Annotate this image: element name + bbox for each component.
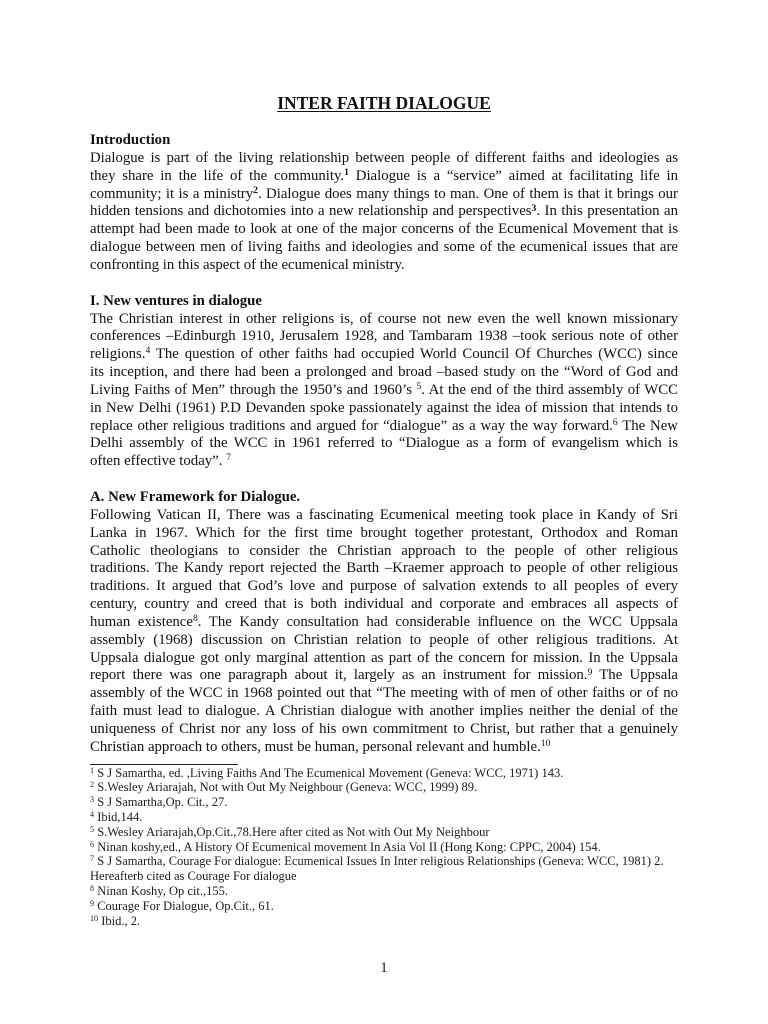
body-line: [90, 382, 678, 400]
body-line: [90, 650, 678, 668]
paragraph-spacer: [90, 471, 678, 489]
document-title: INTER FAITH DIALOGUE: [277, 93, 491, 113]
line-text: Delhi assembly of the WCC in 1961 referred to “Dialogue as a form of evangelism which is: [90, 435, 678, 452]
line-text: Dialogue is a “service” aimed at facilitating life in: [348, 167, 678, 184]
line-text: assembly (1968) discussion on Christian relation to people of other religious traditions. At: [90, 631, 678, 648]
footnote-marker: 1: [344, 167, 349, 178]
footnote-line: [90, 825, 690, 840]
body-line: [90, 685, 678, 703]
line-text: Christian approach to others, must be human, personal relevant and humble.: [90, 738, 541, 755]
line-text: Uppsala dialogue got only marginal attention as part of the concern for mission. In the Uppsala: [90, 649, 678, 666]
line-text: in New Delhi (1961) P.D Devanden spoke passionately against the idea of mission that intends to: [90, 399, 678, 416]
footnote-marker: 8: [192, 613, 198, 625]
line-text: . Dialogue does many things to man. One of them is that it brings our: [257, 185, 678, 202]
line-text: Dialogue is part of the living relationship between people of different faiths and ideologies as: [90, 149, 678, 166]
footnote-marker: 7: [226, 453, 231, 464]
footnote-marker: 3: [531, 203, 537, 214]
line-text: . The Kandy consultation had considerable influence on the WCC Uppsala: [197, 613, 678, 630]
line-text: Hereafterb cited as Courage For dialogue: [90, 869, 297, 884]
line-text: century, country and creed that is both individual and corporate and embraces all aspects of: [90, 596, 678, 613]
footnote-line: [90, 914, 690, 929]
footnote-marker: 8: [90, 883, 95, 893]
footnote-line: [90, 854, 690, 869]
line-text: The Uppsala: [592, 667, 678, 684]
line-text: community; it is a ministry: [90, 185, 254, 202]
line-text: Courage For Dialogue, Op.Cit., 61.: [94, 898, 274, 913]
body-line: [90, 364, 678, 382]
footnote-marker: 5: [416, 381, 422, 393]
line-text: often effective today”.: [90, 453, 227, 470]
paragraph: [90, 150, 678, 275]
footnote-marker: 6: [90, 839, 95, 849]
body-line: [90, 221, 678, 239]
line-text: Catholic theologians to consider the Christian approach to the people of other religious: [90, 542, 678, 559]
line-text: confronting in this aspect of the ecumenical ministry.: [90, 257, 405, 273]
section-new-ventures: [90, 293, 678, 471]
line-text: Following Vatican II, There was a fascinating Ecumenical meeting took place in Kandy of Sri: [90, 506, 678, 523]
line-text: The Christian interest in other religions is, of course not new even the well known missionary: [90, 310, 678, 327]
footnote-marker: 9: [587, 667, 593, 678]
line-text: . In this presentation an: [536, 203, 678, 220]
footnote-marker: 7: [90, 854, 95, 864]
line-text: . At the end of the third assembly of WCC: [421, 381, 678, 398]
paragraph: [90, 507, 678, 757]
paragraph: [90, 311, 678, 472]
section-heading: I. New ventures in dialogue: [90, 292, 262, 309]
body-line: [90, 186, 678, 204]
footnote-line: [90, 780, 690, 795]
footnote-marker: 1: [90, 765, 95, 775]
body-line: [90, 525, 678, 543]
line-text: hidden tensions and dichotomies into a new relationship and perspectives: [90, 203, 532, 220]
line-text: attempt had been made to look at one of the major concerns of the Ecumenical Movement that is: [90, 221, 678, 238]
line-text: Living Faiths of Men” through the 1950’s and 1960’s: [90, 381, 417, 398]
section-heading: Introduction: [90, 132, 171, 149]
section-new-framework: [90, 489, 678, 757]
body-line: [90, 239, 678, 257]
document-body: [90, 132, 678, 757]
body-line: [90, 453, 678, 471]
paragraph-spacer: [90, 275, 678, 293]
body-line: [90, 435, 678, 453]
line-text: conferences –Edinburgh 1910, Jerusalem 1928, and Tambaram 1938 –took serious note of other: [90, 328, 678, 345]
line-text: S.Wesley Ariarajah,Op.Cit.,78.Here after cited as Not with Out My Neighbour: [94, 824, 490, 839]
body-line: [90, 703, 678, 721]
section-introduction: [90, 132, 678, 275]
line-text: its inception, and there had been a prolonged and broad –based study on the “Word of God and: [90, 364, 678, 381]
body-line: [90, 596, 678, 614]
line-text: The New: [617, 417, 678, 434]
footnote-line: [90, 869, 690, 884]
line-text: The question of other faiths had occupied World Council Of Churches (WCC) since: [150, 346, 678, 363]
body-line: [90, 739, 678, 757]
line-text: human existence: [90, 613, 193, 630]
footnote-marker: 5: [90, 824, 95, 834]
footnote-marker: 10: [540, 738, 551, 749]
body-line: [90, 560, 678, 578]
line-text: S.Wesley Ariarajah, Not with Out My Neighbour (Geneva: WCC, 1999) 89.: [94, 780, 478, 795]
line-text: Ninan Koshy, Op cit.,155.: [94, 883, 228, 898]
footnote-line: [90, 899, 690, 914]
body-line: [90, 150, 678, 168]
body-line: [90, 667, 678, 685]
line-text: report there was one paragraph about it, largely as an instrument for mission.: [90, 667, 588, 684]
line-text: they share in the life of the community.: [90, 167, 345, 184]
line-text: dialogue between men of living faiths and ideologies and some of the ecumenical issues that are: [90, 239, 678, 256]
footnote-marker: 4: [90, 809, 95, 819]
footnote-marker: 2: [253, 185, 258, 196]
body-line: [90, 578, 678, 596]
line-text: S J Samartha, ed. ,Living Faiths And The Ecumenical Movement (Geneva: WCC, 1971) 143.: [94, 765, 564, 780]
line-text: traditions. The Kandy report rejected the Barth –Kraemer approach to people of other religious: [90, 560, 678, 577]
footnotes: [90, 766, 690, 929]
line-text: traditions. It argued that God’s love and purpose of salvation extends to all peoples of every: [90, 578, 678, 595]
page-number: 1: [380, 960, 388, 976]
body-line: [90, 346, 678, 364]
body-line: [90, 721, 678, 739]
line-text: Lanka in 1967. Which for the first time brought together protestant, Orthodox and Roman: [90, 524, 678, 541]
footnote-line: [90, 795, 690, 810]
body-line: [90, 311, 678, 329]
line-text: Ibid., 2.: [98, 913, 141, 928]
body-line: [90, 507, 678, 525]
body-line: [90, 614, 678, 632]
footnote-marker: 6: [612, 417, 618, 428]
footnote-marker: 9: [90, 898, 95, 908]
body-line: [90, 257, 678, 275]
line-text: Ninan koshy,ed., A History Of Ecumenical movement In Asia Vol II (Hong Kong: CPPC, 2004) 154.: [94, 839, 601, 854]
line-text: assembly of the WCC in 1968 pointed out that “The meeting with of men of other faiths or of no: [90, 685, 678, 702]
line-text: replace other religious traditions and argued for “dialogue” as a way the way forward.: [90, 417, 613, 434]
footnote-line: [90, 884, 690, 899]
line-text: religions.: [90, 346, 146, 363]
footnote-marker: 10: [90, 913, 99, 923]
footnote-marker: 4: [145, 346, 151, 357]
footnote-line: [90, 810, 690, 825]
body-line: [90, 632, 678, 650]
body-line: [90, 400, 678, 418]
footnote-marker: 2: [90, 780, 95, 790]
line-text: faith must lead to dialogue. A Christian dialogue with another implies neither the denial of the: [90, 703, 678, 720]
body-line: [90, 543, 678, 561]
body-line: [90, 203, 678, 221]
line-text: uniqueness of Christ nor any loss of his own commitment to Christ, but rather that a genuinely: [90, 720, 678, 737]
footnote-line: [90, 766, 690, 781]
body-line: [90, 168, 678, 186]
footnote-line: [90, 840, 690, 855]
footnote-marker: 3: [90, 795, 95, 805]
line-text: S J Samartha,Op. Cit., 27.: [94, 795, 228, 810]
line-text: Ibid,144.: [94, 809, 143, 824]
body-line: [90, 328, 678, 346]
section-heading: A. New Framework for Dialogue.: [90, 488, 301, 505]
line-text: S J Samartha, Courage For dialogue: Ecumenical Issues In Inter religious Relationships (Geneva: WCC, 1981) 2.: [94, 854, 664, 869]
body-line: [90, 418, 678, 436]
